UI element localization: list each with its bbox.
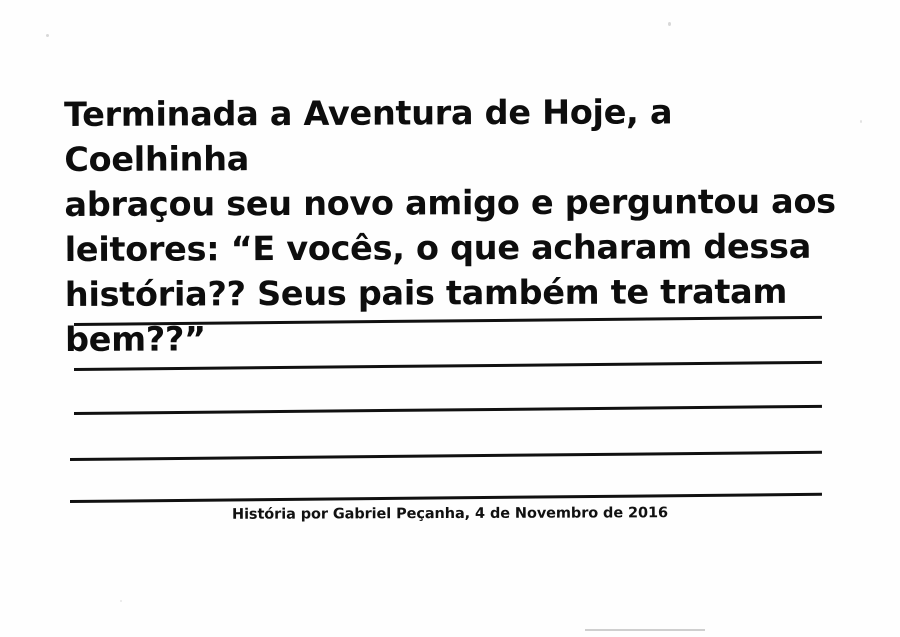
scan-speck <box>46 34 49 37</box>
writing-line <box>70 451 822 461</box>
story-body-text: Terminada a Aventura de Hoje, a Coelhinha abraçou seu novo amigo e perguntou aos leitores: “E vocês, o que acharam dessa história?? Seus pais também te tratam bem??” <box>64 92 836 359</box>
page-edge-mark <box>585 629 705 631</box>
writing-line <box>70 493 822 503</box>
author-credit: História por Gabriel Peçanha, 4 de Novembro de 2016 <box>231 505 668 523</box>
scan-speck <box>860 120 862 123</box>
writing-line <box>74 405 822 415</box>
writing-line <box>74 361 822 371</box>
scan-speck <box>120 600 122 602</box>
scan-speck <box>668 22 671 26</box>
